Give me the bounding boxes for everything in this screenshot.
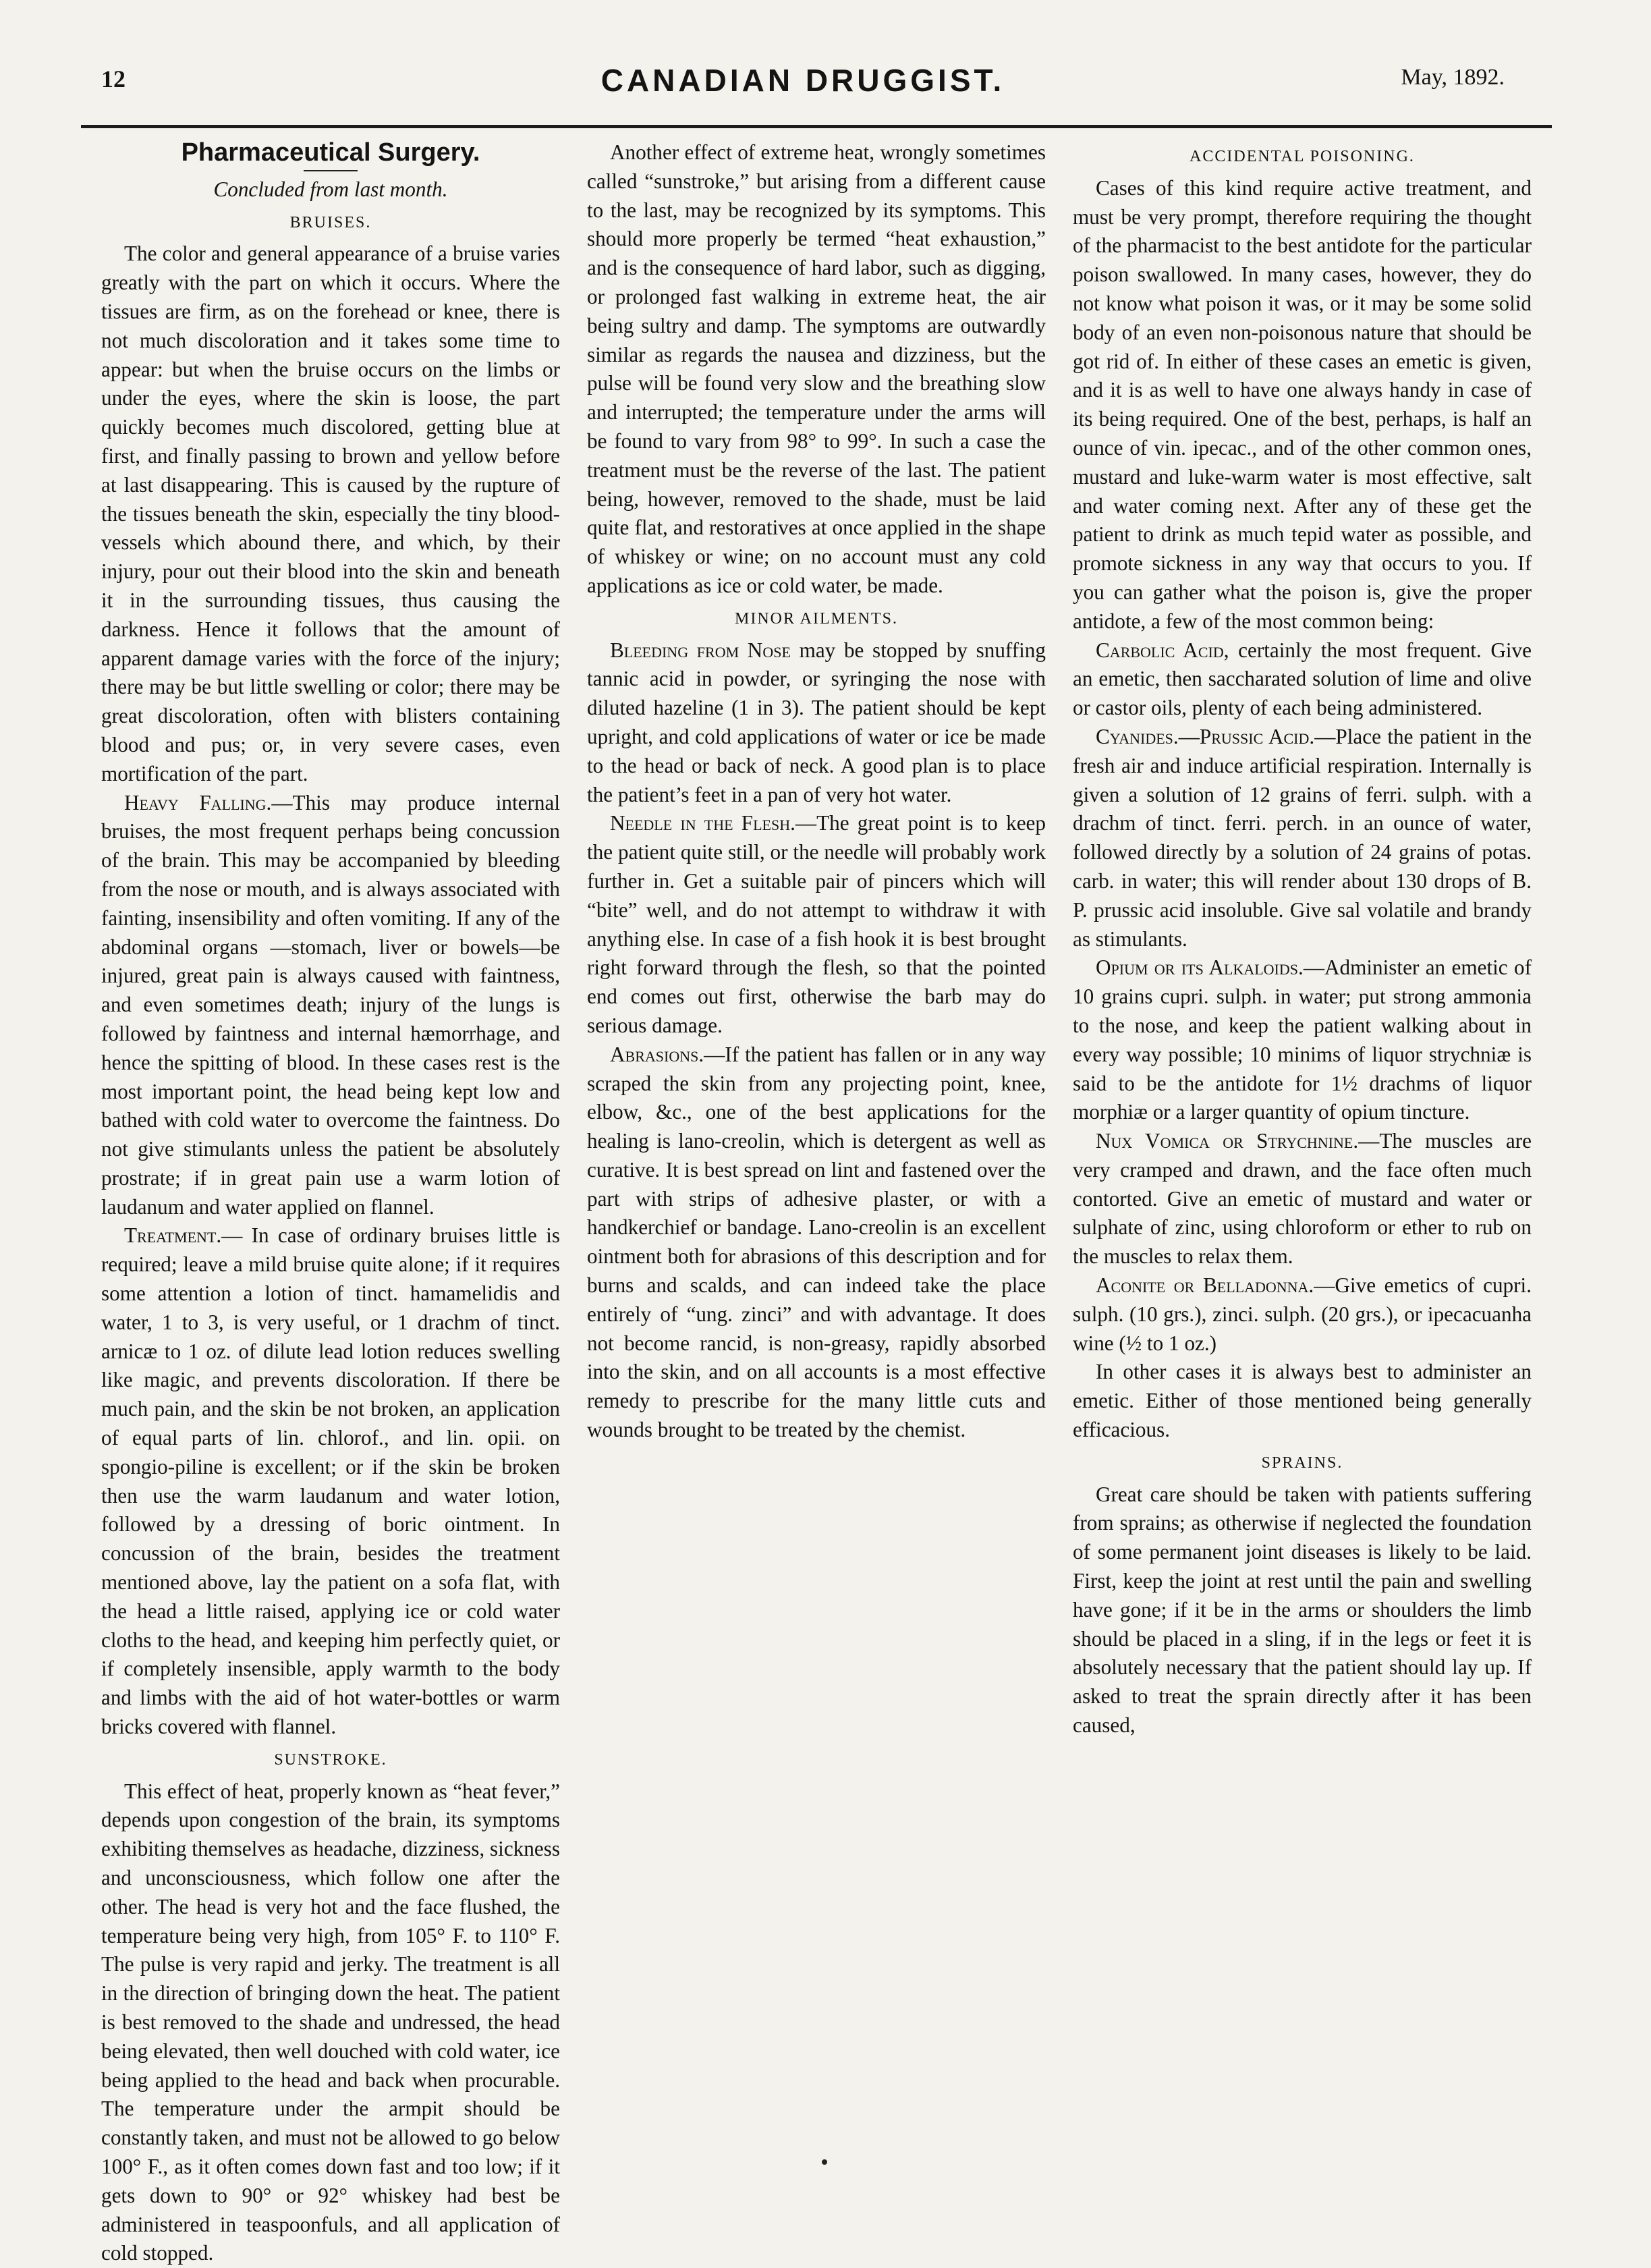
- paragraph-poisoning: Cases of this kind require active treatment, and must be very prompt, therefore requiring the thought of the pharmacist to the best antidote for the particular poison swallowed. In many cases, however, they do not know what poison it was, or it may be some solid body of an even non-poisonous nature that should be got rid of. In either of these cases an emetic is given, and it is as well to have one always handy in case of its being required. One of the best, perhaps, is half an ounce of vin. ipecac., and of the other common ones, mustard and luke-warm water is most effective, salt and water coming next. After any of these get the patient to drink as much tepid water as possible, and promote sickness in any way that occurs to you. If you can gather what the poison is, give the proper antidote, a few of the most common being:: [1073, 175, 1532, 633]
- section-heading-sprains: SPRAINS.: [1261, 1454, 1343, 1472]
- title-rule: [304, 170, 358, 171]
- paragraph-opium: [1073, 953, 1532, 1127]
- paragraph-abrasions-text: —If the patient has fallen or in any way scraped the skin from any projecting point, knee, elbow, &c., one of the best applications for the healing is lano-creolin, which is detergent as well as curative. It is best spread on lint and fastened over the part with strips of adhesive plaster, or with a handkerchief or bandage. Lano-creolin is an excellent ointment both for abrasions of this description and for burns and scalds, and can indeed take the place entirely of “ung. zinci” and with advantage. It does not become rancid, is non-greasy, rapidly absorbed into the skin, and on all accounts is a most effective remedy to prescribe for the many little cuts and wounds brought to be treated by the chemist.: [587, 1042, 1046, 1442]
- header-rule: [81, 125, 1552, 128]
- paragraph-cyanides-text: —Place the patient in the fresh air and induce artificial respiration. Internally is given a solution of 12 grains of ferri. sulph. with a drachm of tinct. ferri. perch. in an ounce of water, followed directly by a solution of 24 grains of potas. carb. in water; this will render about 130 drops of B. P. prussic acid insoluble. Give sal volatile and brandy as stimulants.: [1073, 724, 1532, 951]
- paragraph-opium-lead: Opium or its Alkaloids.: [1096, 956, 1304, 980]
- paragraph-sunstroke-1: This effect of heat, properly known as “heat fever,” depends upon congestion of the brain, its symptoms exhibiting themselves as headache, dizziness, sickness and unconsciousness, which follow one after the other. The head is very hot and the face flushed, the temperature being very high, from 105° F. to 110° F. The pulse is very rapid and jerky. The treatment is all in the direction of bringing down the heat. The patient is best removed to the shade and undressed, the head being elevated, then well douched with cold water, ice being applied to the head and back when procurable. The temperature under the armpit should be constantly taken, and must not be allowed to go below 100° F., as it often comes down fast and too low; if it gets down to 90° or 92° whiskey had best be administered in teaspoonfuls, and all application of cold stopped.: [101, 1779, 560, 2265]
- paragraph-cyanides-lead: Cyanides.—Prussic Acid.: [1096, 724, 1315, 748]
- paragraph-heavy-falling: [101, 789, 560, 1222]
- section-heading-bruises: BRUISES.: [289, 213, 372, 231]
- section-heading-accidental-poisoning: ACCIDENTAL POISONING.: [1190, 148, 1415, 165]
- paragraph-nux-vomica: [1073, 1127, 1532, 1271]
- paragraph-cyanides: [1073, 723, 1532, 953]
- paragraph-needle-text: —The great point is to keep the patient quite still, or the needle will probably work further in. Get a suitable pair of pincers which will “bite” well, and do not attempt to withdraw it with anything else. In case of a fish hook it is best brought right forward through the flesh, so that the pointed end comes out first, otherwise the barb may do serious damage.: [587, 811, 1046, 1037]
- paragraph-sunstroke-2: Another effect of extreme heat, wrongly sometimes called “sunstroke,” but arising from a different cause to the last, may be recognized by its symptoms. This should more properly be termed “heat exhaustion,” and is the consequence of hard labor, such as digging, or prolonged fast walking in extreme heat, the air being sultry and damp. The symptoms are outwardly similar as regards the nausea and dizziness, but the pulse will be found very slow and the breathing slow and interrupted; the temperature under the arms will be found to vary from 98° to 99°. In such a case the treatment must be the reverse of the last. The patient being, however, removed to the shade, must be laid quite flat, and restoratives at once applied in the shape of whiskey or wine; on no account must any cold applications as ice or cold water, be made.: [587, 140, 1046, 597]
- paragraph-bleeding-nose-lead: Bleeding from Nose: [610, 638, 791, 662]
- paragraph-nux-vomica-text: —The muscles are very cramped and drawn, and the face often much contorted. Give an emetic of mustard and water or sulphate of zinc, using chloroform or ether to rub on the muscles to relax them.: [1073, 1129, 1532, 1269]
- paragraph-bleeding-nose-text: may be stopped by snuffing tannic acid in powder, or syringing the nose with diluted hazeline (1 in 3). The patient should be kept upright, and cold applications of water or ice be made to the head or back of neck. A good plan is to place the patient’s feet in a pan of very hot water.: [587, 638, 1046, 806]
- paragraph-opium-text: —Administer an emetic of 10 grains cupri. sulph. in water; put strong ammonia to the nose, and keep the patient walking about in every way possible; 10 minims of liquor strychniæ is said to be the antidote for 1½ drachms of liquor morphiæ or a larger quantity of opium tincture.: [1073, 956, 1532, 1124]
- paragraph-carbolic-acid: [1073, 636, 1532, 723]
- paragraph-treatment: [101, 1221, 560, 1741]
- paragraph-sprains: Great care should be taken with patients suffering from sprains; as otherwise if neglected the foundation of some permanent joint diseases is likely to be laid. First, keep the joint at rest until the pain and swelling have gone; if it be in the arms or shoulders the limb should be placed in a sling, if in the legs or feet it is absolutely necessary that the patient should lay up. If asked to treat the sprain directly after it has been caused,: [1073, 1482, 1532, 1738]
- paragraph-abrasions: [587, 1041, 1046, 1445]
- heavy-falling-text: —This may produce internal bruises, the most frequent perhaps being concussion of the brain. This may be accompanied by bleeding from the nose or mouth, and is always associated with fainting, insensibility and often vomiting. If any of the abdominal organs —stomach, liver or bowels—be injured, great pain is always caused with faintness, and even sometimes death; injury of the lungs is followed by faintness and internal hæmorrhage, and hence the spitting of blood. In these cases rest is the most important point, the head being kept low and bathed with cold water to overcome the faintness. Do not give stimulants unless the patient be absolutely prostrate; if in great pain use a warm lotion of laudanum and water applied on flannel.: [101, 790, 560, 1219]
- paragraph-aconite: [1073, 1271, 1532, 1358]
- paragraph-nux-vomica-lead: Nux Vomica or Strychnine.: [1096, 1129, 1359, 1153]
- column-1: [101, 138, 560, 2265]
- section-heading-minor-ailments: MINOR AILMENTS.: [734, 609, 898, 628]
- paragraph-needle: [587, 809, 1046, 1040]
- run-in-treatment: Treatment.: [124, 1223, 222, 1248]
- paragraph-other-cases: In other cases it is always best to administer an emetic. Either of those mentioned being generally efficacious.: [1073, 1360, 1532, 1442]
- paragraph-bruises: The color and general appearance of a bruise varies greatly with the part on which it occurs. Where the tissues are firm, as on the forehead or knee, there is not much discoloration and it takes some time to appear: but when the bruise occurs on the limbs or under the eyes, where the skin is loose, the part quickly becomes much discolored, getting blue at first, and finally passing to brown and yellow before at last disappearing. This is caused by the rupture of the tissues beneath the skin, especially the tiny blood-vessels which abound there, and which, by their injury, pour out their blood into the skin and beneath it in the surrounding tissues, thus causing the darkness. Hence it follows that the amount of apparent damage varies with the force of the injury; there may be but little swelling or color; there may be great discoloration, often with blisters containing blood and pus; or, in very severe cases, even mortification of the part.: [101, 242, 560, 785]
- continued-note: Concluded from last month.: [213, 177, 448, 201]
- paragraph-carbolic-acid-text: certainly the most frequent. Give an emetic, then saccharated solution of lime and olive or castor oils, plenty of each being administered.: [1073, 638, 1532, 720]
- journal-title: CANADIAN DRUGGIST.: [600, 63, 1005, 98]
- paragraph-needle-lead: Needle in the Flesh.: [610, 811, 795, 835]
- page-header: [101, 65, 1505, 105]
- paragraph-aconite-text: —Give emetics of cupri. sulph. (10 grs.), zinci. sulph. (20 grs.), or ipecacuanha wine (½ to 1 oz.): [1073, 1273, 1532, 1355]
- paragraph-bleeding-nose: [587, 636, 1046, 810]
- paragraph-aconite-lead: Aconite or Belladonna.: [1096, 1273, 1314, 1298]
- page-number: 12: [101, 65, 125, 92]
- paragraph-abrasions-lead: Abrasions.: [610, 1042, 704, 1066]
- treatment-text: — In case of ordinary bruises little is required; leave a mild bruise quite alone; if it requires some attention a lotion of tinct. hamamelidis and water, 1 to 3, is very useful, or 1 drachm of tinct. arnicæ to 1 oz. of dilute lead lotion reduces swelling like magic, and prevents discoloration. If there be much pain, and the skin be not broken, an application of equal parts of lin. chlorof., and lin. opii. on spongio-piline is excellent; or if the skin be broken then use the warm laudanum and water lotion, followed by a dressing of boric ointment. In concussion of the brain, besides the treatment mentioned above, lay the patient on a sofa flat, with the head a little raised, applying ice or cold water cloths to the head, and keeping him perfectly quiet, or if completely insensible, apply warmth to the body and limbs with the aid of hot water-bottles or warm bricks covered with flannel.: [101, 1223, 560, 1739]
- issue-date: May, 1892.: [1401, 65, 1505, 90]
- ornament-dot: [822, 2159, 827, 2165]
- column-2: [587, 138, 1046, 2203]
- article-title: Pharmaceutical Surgery.: [181, 138, 480, 167]
- run-in-heavy-falling: Heavy Falling.: [124, 790, 272, 814]
- paragraph-carbolic-acid-lead: Carbolic Acid,: [1096, 638, 1229, 662]
- column-3: [1073, 138, 1532, 2203]
- section-heading-sunstroke: SUNSTROKE.: [274, 1750, 387, 1769]
